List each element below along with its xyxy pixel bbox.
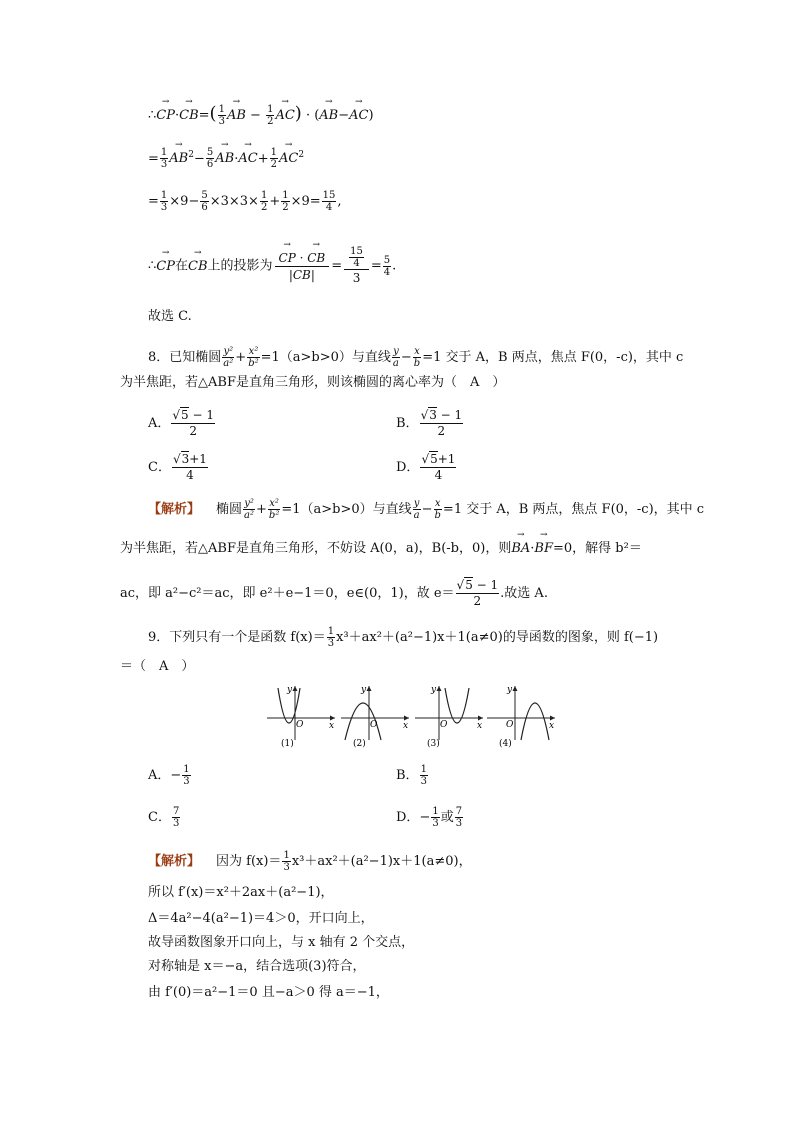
fraction [172,806,180,829]
x-label: x [549,721,555,731]
vector-ac: → AC [275,107,294,125]
equals: = [148,151,159,167]
expression-text: ×9= [290,194,321,209]
expression-text: − 1 [472,578,499,592]
plus: + [256,502,267,517]
option-label: D． [396,810,420,825]
fraction [281,190,289,213]
plus: + [257,151,269,167]
fraction [260,190,268,213]
text: x³＋ax²＋(a²−1)x＋1(a≠0)， [291,854,472,869]
fraction [322,190,337,213]
denominator: b² [248,358,259,369]
radicand: 5 [430,452,438,466]
text: 为半焦距，若△ABF是直角三角形，不妨设 A(0，a)，B(-b，0)，则 [120,541,512,556]
denominator: 3 [352,271,361,285]
fraction [172,452,208,483]
fraction [266,104,274,127]
plus: + [235,350,247,365]
q9-analysis-line3: Δ＝4a²−4(a²−1)＝4＞0，开口向上， [148,911,374,926]
q9-option-a[interactable] [148,764,192,787]
vector-cb: → CB [179,107,199,125]
x-label: x [403,721,409,731]
expression-text: − 1 [188,408,215,422]
vector-ab: → AB [319,107,338,125]
fraction [268,498,280,521]
numerator: √5+1 [421,452,456,466]
numerator: 1 [218,104,225,115]
fraction [392,346,400,369]
dot-op: · [174,108,180,123]
or-text: 或 [440,810,454,825]
fraction [270,147,278,170]
option-label: C． [148,810,171,825]
fraction [206,147,214,170]
sol7-line4 [148,246,396,286]
fraction [456,578,500,609]
y-label: y [431,685,437,695]
text: 上的投影为 [207,258,273,274]
q8-stem-line2: 为半焦距，若△ABF是直角三角形，则该椭圆的离心率为（ A ） [120,375,506,390]
fraction [431,806,439,829]
text: .故选 A. [500,586,548,601]
numerator: 1 [432,806,439,817]
y-axis-arrow [513,686,518,691]
expression-text: ×3×3× [209,194,259,209]
option-label: A． [148,768,171,783]
dot-op: · [234,151,239,167]
denominator: b² [268,510,280,521]
fraction [420,452,456,483]
paren-open: ( [209,103,217,124]
vector-cb: → CB [188,258,208,276]
graph-4 [487,685,555,749]
numerator: 1 [160,147,168,159]
denominator: 4 [186,468,194,482]
period: . [392,258,397,274]
q8-option-a[interactable] [148,408,216,439]
vector-cp: → CP [156,107,175,125]
fraction [349,246,364,269]
numerator: √5 − 1 [456,578,499,592]
option-label: B． [396,416,419,431]
analysis-tag: 【解析】 [148,502,201,517]
denominator: 2 [437,424,446,438]
radicand: 5 [181,408,189,422]
x-label: x [329,721,335,731]
denominator: a² [244,510,255,521]
fraction [420,764,428,787]
q9-option-c[interactable] [148,806,181,829]
q9-stem-line1 [148,626,658,649]
fraction [160,190,168,213]
q9-option-d[interactable] [396,806,464,829]
numerator: 5 [201,190,208,201]
text: =1（a>b>0）与直线 [260,350,391,365]
curve [521,703,549,740]
q9-analysis-line4: 故导函数图象开口向上，与 x 轴有 2 个交点， [148,935,415,950]
radicand: 3 [181,452,190,466]
sol7-line1 [148,104,374,127]
text: 下列只有一个是函数 f(x)＝ [169,630,326,645]
q8-option-c[interactable] [148,452,209,483]
comma: , [337,194,342,209]
numerator: 5 [383,254,391,266]
q9-option-b[interactable] [396,764,429,787]
fraction [182,764,190,787]
minus: − [421,502,433,517]
dot-op: · [530,541,535,556]
equals: = [370,258,382,274]
y-axis-arrow [437,686,442,691]
denominator: a [413,510,420,521]
therefore-symbol: ∴ [148,108,157,123]
q9-analysis-line5: 对称轴是 x＝−a，结合选项(3)符合， [148,959,366,974]
graph-label: (4) [499,739,512,749]
text: 因为 f(x)＝ [216,854,282,869]
superscript: 2 [188,150,194,160]
graph-1 [267,685,335,749]
fraction [222,346,234,369]
equals: = [148,194,159,209]
fraction [160,147,168,170]
numerator: y [393,346,399,357]
denominator: 4 [383,266,391,278]
denominator: 6 [201,202,208,213]
vector-bf: → BF [534,540,553,558]
denominator: 3 [455,818,463,829]
q9-graphs-figure [265,682,565,752]
denominator: |CB| [288,267,315,282]
text: x³＋ax²＋(a²−1)x＋1(a≠0)的导函数的图象，则 f(−1) [336,630,659,645]
q9-analysis-line2: 所以 f′(x)＝x²＋2ax＋(a²−1)， [148,885,334,900]
sign: − [170,768,182,783]
option-label: A． [148,416,171,431]
x-axis-arrow [550,716,555,721]
numerator: 1 [267,104,274,115]
denominator: 2 [270,159,277,171]
graph-label: (2) [353,739,366,749]
y-axis-arrow [293,686,298,691]
graph-3 [415,685,483,749]
q9-analysis-line1 [148,850,472,873]
fraction [327,626,335,649]
sol7-choose: 故选 C. [148,309,192,324]
denominator: 2 [260,202,268,213]
q9-stem-line2: ＝（ A ） [120,659,195,674]
numerator: 1 [270,147,277,159]
vector-cb: → CB [307,250,325,266]
text: =1（a>b>0）与直线 [281,502,412,517]
numerator: 1 [420,764,427,775]
numerator: 7 [172,806,180,817]
numerator: y² [223,346,234,357]
numerator: √3 − 1 [420,408,463,422]
vector-cp: → CP [156,258,175,276]
fraction [247,346,259,369]
denominator: 3 [420,776,427,787]
graph-2 [341,685,409,749]
numerator: y² [244,498,254,509]
denominator: 2 [473,594,482,608]
minus: − [245,108,266,123]
numerator [344,246,369,270]
denominator: 4 [353,258,360,269]
radicand: 5 [465,578,473,592]
vector-ac: → AC [238,150,257,168]
vector-ac: → AC [279,150,298,168]
compound-fraction [344,246,369,286]
fraction [282,850,290,873]
numerator: 1 [183,764,190,775]
dot-op: · ( [301,108,320,123]
x-axis-arrow [404,716,409,721]
y-label: y [287,685,293,695]
option-label: D． [396,460,420,475]
fraction [413,498,421,521]
denominator: 3 [183,776,190,787]
paren-close: ) [294,103,302,124]
sol7-line2 [148,146,304,170]
numerator: 1 [327,626,335,637]
fraction [171,408,215,439]
denominator: 2 [267,116,274,127]
graph-label: (1) [281,739,294,749]
text: 在 [174,258,188,274]
origin-label: O [296,720,304,730]
vector-ab: → AB [215,150,234,168]
denominator: 2 [189,424,198,438]
text: =0，解得 b²＝ [553,541,642,556]
expression-text: +1 [189,452,207,466]
equals: = [198,108,210,123]
numerator: 5 [206,147,214,159]
numerator: √5 − 1 [172,408,215,422]
question-number: 9． [148,630,170,645]
text: =1 交于 A，B 两点，焦点 F(0，-c)，其中 c [422,350,684,365]
q9-analysis-line6: 由 f′(0)＝a²−1＝0 且−a＞0 得 a＝−1， [148,985,389,1000]
numerator: √3+1 [172,452,207,466]
numerator: x [414,346,420,357]
therefore-symbol: ∴ [148,258,157,274]
question-number: 8． [148,350,170,365]
option-label: B． [396,768,419,783]
numerator [275,250,330,267]
vector-ab: → AB [227,107,246,125]
fraction [455,806,463,829]
expression-text: +1 [437,452,456,466]
fraction [218,104,226,127]
denominator: b [434,510,441,521]
minus: − [193,151,205,167]
radicand: 3 [429,408,437,422]
paren-close: ) [368,108,374,123]
denominator: 3 [160,202,168,213]
origin-label: O [370,720,378,730]
denominator: 3 [172,818,180,829]
fraction [413,346,421,369]
fraction [383,255,391,278]
numerator: 1 [283,850,290,861]
q8-option-d[interactable] [396,452,457,483]
sign: − [419,810,431,825]
graph-label: (3) [427,739,440,749]
expression-text: ×9− [169,194,200,209]
projection-fraction [275,250,330,283]
numerator: 1 [160,190,168,201]
q8-option-b[interactable] [396,408,464,439]
denominator: a² [223,358,234,369]
fraction [434,498,442,521]
dot-op: · [295,250,308,265]
numerator: 1 [260,190,268,201]
denominator: 3 [432,818,439,829]
denominator: a [392,358,399,369]
vector-cp: → CP [279,250,296,266]
sol7-line3 [148,190,342,213]
denominator: 2 [282,202,289,213]
numerator: 15 [322,190,336,201]
denominator: b [413,358,421,369]
y-label: y [507,685,513,695]
denominator: 3 [218,116,225,127]
denominator: 3 [160,159,168,171]
denominator: 6 [206,159,214,171]
y-label: y [361,685,367,695]
minus: − [400,350,412,365]
expression-text: − 1 [436,408,463,422]
option-label: C． [148,460,171,475]
denominator: 4 [325,202,333,213]
vector-ba: → BA [511,540,530,558]
text: =1 交于 A，B 两点，焦点 F(0，-c)，其中 c [442,502,705,517]
q8-analysis-line1 [148,498,704,521]
numerator: y [413,498,420,509]
vector-ac: → AC [349,107,368,125]
numerator: 1 [282,190,289,201]
fraction [243,498,255,521]
plus: + [269,194,281,209]
fraction [420,408,464,439]
numerator: 15 [350,246,363,257]
x-axis-arrow [330,716,335,721]
superscript: 2 [298,150,305,160]
analysis-tag: 【解析】 [148,854,201,869]
text: ac，即 a²−c²＝ac，即 e²＋e−1＝0，e∈(0，1)，故 e＝ [120,586,455,601]
x-label: x [477,721,483,731]
numerator: x² [248,346,259,357]
fraction [200,190,208,213]
denominator: 3 [327,638,335,649]
numerator: x² [269,498,279,509]
q8-stem-line1 [148,346,683,369]
text: 已知椭圆 [169,350,222,365]
origin-label: O [506,720,514,730]
denominator: 3 [283,862,290,873]
origin-label: O [440,720,448,730]
vector-ab: → AB [169,150,188,168]
q8-analysis-line3 [120,578,548,609]
denominator: 4 [434,468,443,482]
x-axis-arrow [478,716,483,721]
equals: = [331,258,343,274]
numerator: x [434,498,441,509]
q8-analysis-line2 [120,540,642,558]
text: 椭圆 [216,502,243,517]
numerator: 7 [455,806,463,817]
y-axis-arrow [367,686,372,691]
minus: − [338,108,350,123]
